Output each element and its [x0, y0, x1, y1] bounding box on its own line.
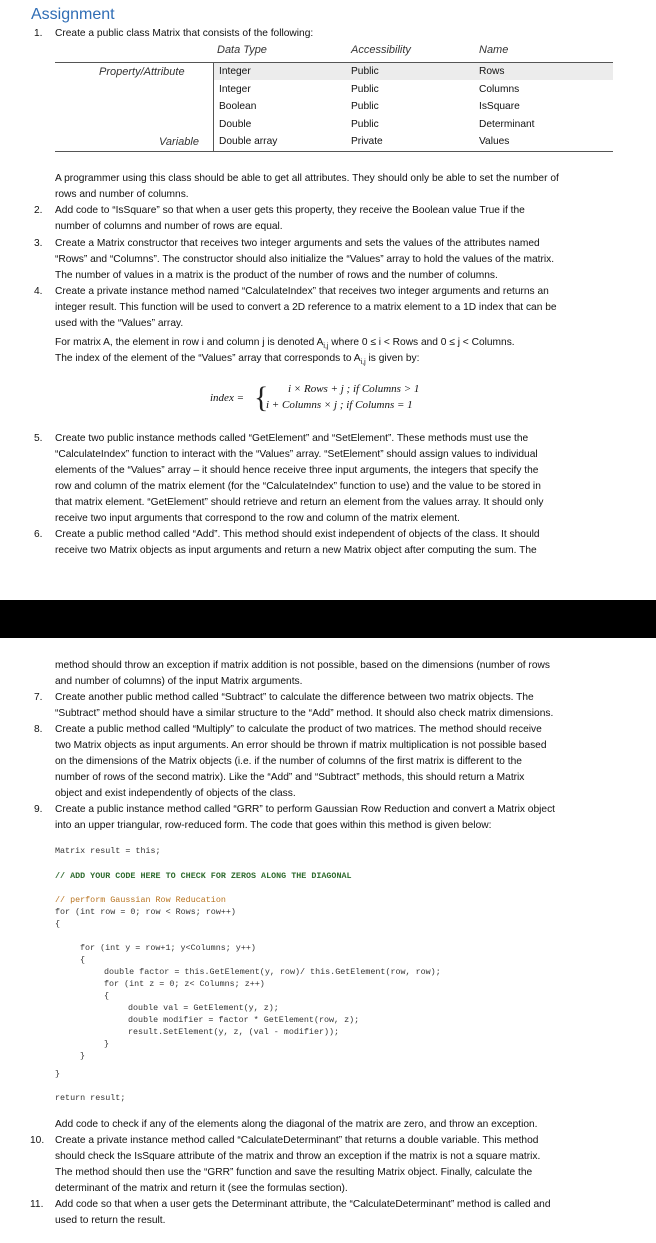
item-4-number: 4.: [34, 286, 43, 297]
item-8-line: two Matrix objects as input arguments. An error should be thrown if matrix multiplication is not possible based: [55, 740, 547, 751]
item-11-line: used to return the result.: [55, 1215, 166, 1226]
header-accessibility: Accessibility: [351, 44, 411, 56]
item-4-line: Create a private instance method named “CalculateIndex” that receives two integer arguments and returns an: [55, 286, 549, 297]
table-bottom-border: [55, 151, 613, 152]
subscript: i,j: [360, 359, 366, 367]
item-3-line: The number of values in a matrix is the product of the number of rows and the number of columns.: [55, 270, 498, 281]
after-code-text: Add code to check if any of the elements along the diagonal of the matrix are zero, and throw an exception.: [55, 1119, 538, 1130]
code-line: {: [80, 955, 86, 965]
item-7-line: Create another public method called “Subtract” to calculate the difference between two matrix objects. The: [55, 692, 534, 703]
code-line: for (int z = 0; z< Columns; z++): [104, 979, 265, 989]
code-comment: // perform Gaussian Row Reducation: [55, 895, 226, 905]
table-row-shade: [214, 63, 613, 80]
table-cell: Columns: [479, 84, 520, 95]
item-2-number: 2.: [34, 205, 43, 216]
item-11-number: 11.: [30, 1199, 44, 1210]
formula-lhs: index =: [210, 392, 244, 404]
item-11-line: Add code so that when a user gets the Determinant attribute, the “CalculateDeterminant” method is called and: [55, 1199, 551, 1210]
code-line: double modifier = factor * GetElement(row, z);: [128, 1015, 360, 1025]
item-8-line: number of rows of the second matrix). Like the “Add” and “Subtract” methods, this should return a Matrix: [55, 772, 525, 783]
item-10-number: 10.: [30, 1135, 45, 1146]
table-cell: Public: [351, 101, 379, 112]
item-5-line: “CalculateIndex” function to interact with the “Values” array. “SetElement” should assign values to individual: [55, 449, 538, 460]
item-4-notation-line: [55, 351, 419, 371]
table-cell: Private: [351, 136, 383, 147]
code-line: }: [55, 1069, 61, 1079]
item-1-note-line: rows and number of columns.: [55, 189, 189, 200]
table-cell: Integer: [219, 66, 251, 77]
item-3-line: Create a Matrix constructor that receives two integer arguments and sets the values of the attributes named: [55, 238, 540, 249]
item-3-number: 3.: [34, 238, 43, 249]
attribute-table: [55, 44, 615, 154]
item-4-line: used with the “Values” array.: [55, 318, 184, 329]
index-formula: [210, 382, 470, 416]
item-10-line: Create a private instance method called “CalculateDeterminant” that returns a double variable. This method: [55, 1135, 539, 1146]
item-4-index-text: The index of the element of the “Values” array that corresponds to A: [55, 353, 361, 364]
item-5-number: 5.: [34, 433, 43, 444]
row-label-variable: Variable: [159, 136, 199, 148]
table-cell: Integer: [219, 84, 251, 95]
item-7-line: “Subtract” method should have a similar structure to the “Add” method. It should also check matrix dimensions.: [55, 708, 554, 719]
item-1-text: Create a public class Matrix that consists of the following:: [55, 28, 314, 39]
item-1-note-line: A programmer using this class should be able to get all attributes. They should only be able to set the number of: [55, 173, 559, 184]
table-cell: Public: [351, 84, 379, 95]
code-line: }: [104, 1039, 110, 1049]
item-6-cont-line: method should throw an exception if matrix addition is not possible, based on the dimensions (number of rows: [55, 660, 550, 671]
code-line: result.SetElement(y, z, (val - modifier));: [128, 1027, 340, 1037]
header-data-type: Data Type: [217, 44, 267, 56]
row-label-property: Property/Attribute: [99, 66, 185, 78]
table-cell: Rows: [479, 66, 505, 77]
table-cell: Double array: [219, 136, 278, 147]
item-5-line: row and column of the matrix element (for the “CalculateIndex” function to use) and the value to be stored in: [55, 481, 541, 492]
code-line: for (int y = row+1; y<Columns; y++): [80, 943, 256, 953]
table-cell: Determinant: [479, 119, 535, 130]
page-break-band: [0, 600, 656, 638]
table-cell: Boolean: [219, 101, 257, 112]
item-4-index-rest: is given by:: [365, 353, 420, 364]
item-8-line: on the dimensions of the Matrix objects (i.e. if the number of columns of the first matrix is different to the: [55, 756, 522, 767]
item-5-line: Create two public instance methods called “GetElement” and “SetElement”. These methods must use the: [55, 433, 529, 444]
code-line: }: [80, 1051, 86, 1061]
item-9-number: 9.: [34, 804, 43, 815]
item-6-line: Create a public method called “Add”. This method should exist independent of objects of the class. It should: [55, 529, 540, 540]
brace-icon: {: [254, 381, 269, 414]
item-1-number: 1.: [34, 28, 43, 39]
item-6-number: 6.: [34, 529, 43, 540]
item-8-line: Create a public method called “Multiply” to calculate the product of two matrices. The method should receive: [55, 724, 542, 735]
formula-case-2: i + Columns × j ; if Columns = 1: [266, 399, 413, 411]
code-line: {: [55, 919, 61, 929]
item-4-notation-text: For matrix A, the element in row i and column j is denoted A: [55, 337, 324, 348]
code-line: double factor = this.GetElement(y, row)/ this.GetElement(row, row);: [104, 967, 441, 977]
code-line: double val = GetElement(y, z);: [128, 1003, 279, 1013]
item-6-cont-line: and number of columns) of the input Matrix arguments.: [55, 676, 303, 687]
table-cell: Public: [351, 119, 379, 130]
item-4-line: integer result. This function will be used to convert a 2D reference to a matrix element to a 1D index that can be: [55, 302, 557, 313]
code-line: return result;: [55, 1093, 126, 1103]
item-2-line: number of columns and number of rows are equal.: [55, 221, 283, 232]
header-name: Name: [479, 44, 509, 56]
table-cell: Values: [479, 136, 510, 147]
item-5-line: receive two input arguments that correspond to the row and column of the matrix element.: [55, 513, 460, 524]
table-cell: Double: [219, 119, 252, 130]
table-cell: Public: [351, 66, 379, 77]
code-line: for (int row = 0; row < Rows; row++): [55, 907, 236, 917]
item-7-number: 7.: [34, 692, 43, 703]
item-10-line: should check the IsSquare attribute of the matrix and throw an exception if the matrix is not a square matrix.: [55, 1151, 541, 1162]
code-comment: // ADD YOUR CODE HERE TO CHECK FOR ZEROS ALONG THE DIAGONAL: [55, 871, 352, 881]
item-9-line: into an upper triangular, row-reduced form. The code that goes within this method is given below:: [55, 820, 492, 831]
code-line: {: [104, 991, 110, 1001]
code-line: Matrix result = this;: [55, 846, 161, 856]
item-2-line: Add code to “IsSquare” so that when a user gets this property, they receive the Boolean value True if the: [55, 205, 525, 216]
item-5-line: elements of the “Values” array – it should hence receive three input arguments, the integers that specify the: [55, 465, 539, 476]
item-4-notation-rest: where 0 ≤ i < Rows and 0 ≤ j < Columns.: [328, 337, 515, 348]
item-10-line: determinant of the matrix and return it (see the formulas section).: [55, 1183, 348, 1194]
item-6-line: receive two Matrix objects as input arguments and return a new Matrix object after computing the sum. The: [55, 545, 537, 556]
item-9-line: Create a public instance method called “GRR” to perform Gaussian Row Reduction and convert a Matrix object: [55, 804, 555, 815]
item-10-line: The method should then use the “GRR” function and save the resulting Matrix object. Finally, calculate the: [55, 1167, 533, 1178]
table-cell: IsSquare: [479, 101, 520, 112]
item-3-line: “Rows” and “Columns”. The constructor should also initialize the “Values” array to hold the values of the matrix.: [55, 254, 555, 265]
item-5-line: that matrix element. “GetElement” should retrieve and return an element from the values array. It should only: [55, 497, 544, 508]
item-8-line: object and exist independently of objects of the class.: [55, 788, 296, 799]
item-8-number: 8.: [34, 724, 43, 735]
formula-case-1: i × Rows + j ; if Columns > 1: [288, 383, 420, 395]
subscript: i,j: [323, 343, 329, 351]
page-title: Assignment: [31, 6, 115, 23]
